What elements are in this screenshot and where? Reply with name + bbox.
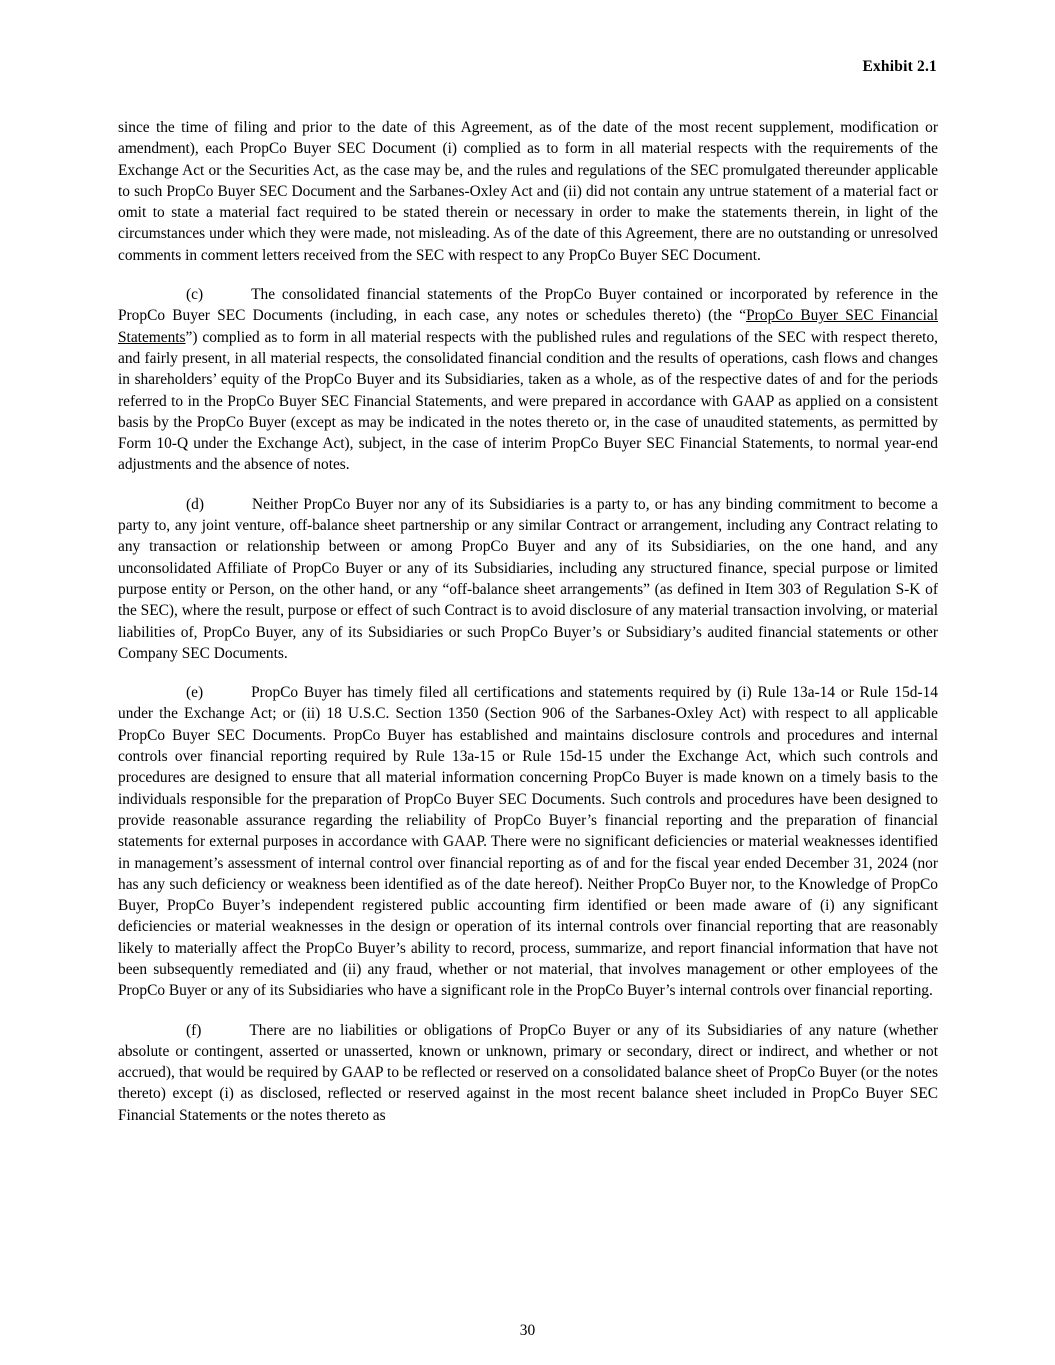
paragraph-clause-d bbox=[118, 494, 938, 664]
clause-marker-e: (e) bbox=[186, 684, 204, 702]
paragraph-text-before: The consolidated financial statements of the PropCo Buyer contained or incorporated by reference in the PropCo Buyer SEC Documents (including, in each case, any notes or schedules thereto) (the “ bbox=[118, 286, 938, 325]
clause-marker-c: (c) bbox=[186, 286, 204, 304]
paragraph-text: PropCo Buyer has timely filed all certifications and statements required by (i) Rule 13a-14 or Rule 15d-14 under the Exchange Act; or (ii) 18 U.S.C. Section 1350 (Section 906 of the Sarbanes-Oxley Act) with respect to all applicable PropCo Buyer SEC Documents. PropCo Buyer has established and maintains disclosure controls and procedures and internal controls over financial reporting required by Rule 13a-15 or Rule 15d-15 under the Exchange Act, which such controls and procedures are designed to ensure that all material information concerning PropCo Buyer is made known on a timely basis to the individuals responsible for the preparation of PropCo Buyer SEC Documents. Such controls and procedures have been designed to provide reasonable assurance regarding the reliability of PropCo Buyer’s financial reporting and the preparation of financial statements for external purposes in accordance with GAAP. There were no significant deficiencies or material weaknesses identified in management’s assessment of internal control over financial reporting as of and for the fiscal year ended December 31, 2024 (nor has any such deficiency or weakness been identified as of the date hereof). Neither PropCo Buyer nor, to the Knowledge of PropCo Buyer, PropCo Buyer’s independent registered public accounting firm identified or been made aware of (i) any significant deficiencies or material weaknesses in the design or operation of its internal controls over financial reporting that are reasonably likely to materially affect the PropCo Buyer’s ability to record, process, summarize, and report financial information that have not been subsequently remediated and (ii) any fraud, whether or not material, that involves management or other employees of the PropCo Buyer or any of its Subsidiaries who have a significant role in the PropCo Buyer’s internal controls over financial reporting. bbox=[118, 684, 938, 1000]
clause-marker-f: (f) bbox=[186, 1021, 202, 1039]
paragraph-clause-e bbox=[118, 682, 938, 1001]
paragraph-text: since the time of filing and prior to the date of this Agreement, as of the date of the most recent supplement, modification or amendment), each PropCo Buyer SEC Document (i) complied as to form in all material respects with the requirements of the Exchange Act or the Securities Act, as the case may be, and the rules and regulations of the SEC promulgated thereunder applicable to such PropCo Buyer SEC Document and the Sarbanes-Oxley Act and (ii) did not contain any untrue statement of a material fact or omit to state a material fact required to be stated therein or necessary in order to make the statements therein, in light of the circumstances under which they were made, not misleading. As of the date of this Agreement, there are no outstanding or unresolved comments in comment letters received from the SEC with respect to any PropCo Buyer SEC Document. bbox=[118, 119, 938, 264]
document-body bbox=[118, 117, 938, 1126]
paragraph-continuation bbox=[118, 117, 938, 266]
exhibit-label: Exhibit 2.1 bbox=[862, 58, 937, 75]
defined-term-propco-buyer-sec-financial-statements: PropCo Buyer SEC Financial Statements bbox=[118, 307, 938, 346]
paragraph-text: There are no liabilities or obligations of PropCo Buyer or any of its Subsidiaries of any nature (whether absolute or contingent, asserted or unasserted, known or unknown, primary or secondary, direct or indirect, and whether or not accrued), that would be required by GAAP to be reflected or reserved on a consolidated balance sheet of PropCo Buyer (or the notes thereto) except (i) as disclosed, reflected or reserved against in the most recent balance sheet included in PropCo Buyer SEC Financial Statements or the notes thereto as bbox=[118, 1021, 938, 1124]
page-number: 30 bbox=[519, 1322, 536, 1339]
paragraph-clause-c bbox=[118, 284, 938, 476]
paragraph-clause-f bbox=[118, 1020, 938, 1126]
paragraph-text-after: ”) complied as to form in all material respects with the published rules and regulations of the SEC with respect thereto, and fairly present, in all material respects, the consolidated financial condition and the results of operations, cash flows and changes in shareholders’ equity of the PropCo Buyer and its Subsidiaries, taken as a whole, as of the respective dates of and for the periods referred to in the PropCo Buyer SEC Financial Statements, and were prepared in accordance with GAAP as applied on a consistent basis by the PropCo Buyer (except as may be indicated in the notes thereto or, in the case of unaudited statements, as permitted by Form 10-Q under the Exchange Act), subject, in the case of interim PropCo Buyer SEC Financial Statements, to normal year-end adjustments and the absence of notes. bbox=[118, 328, 938, 474]
clause-marker-d: (d) bbox=[186, 495, 204, 513]
paragraph-text: Neither PropCo Buyer nor any of its Subsidiaries is a party to, or has any binding commitment to become a party to, any joint venture, off-balance sheet partnership or any similar Contract or arrangement, including any Contract relating to any transaction or relationship between or among PropCo Buyer and any of its Subsidiaries, on the one hand, and any unconsolidated Affiliate of PropCo Buyer or any of its Subsidiaries, including any structured finance, special purpose or limited purpose entity or Person, on the other hand, or any “off-balance sheet arrangements” (as defined in Item 303 of Regulation S-K of the SEC), where the result, purpose or effect of such Contract is to avoid disclosure of any material transaction involving, or material liabilities of, PropCo Buyer, any of its Subsidiaries or such PropCo Buyer’s or Subsidiary’s audited financial statements or other Company SEC Documents. bbox=[118, 495, 938, 662]
